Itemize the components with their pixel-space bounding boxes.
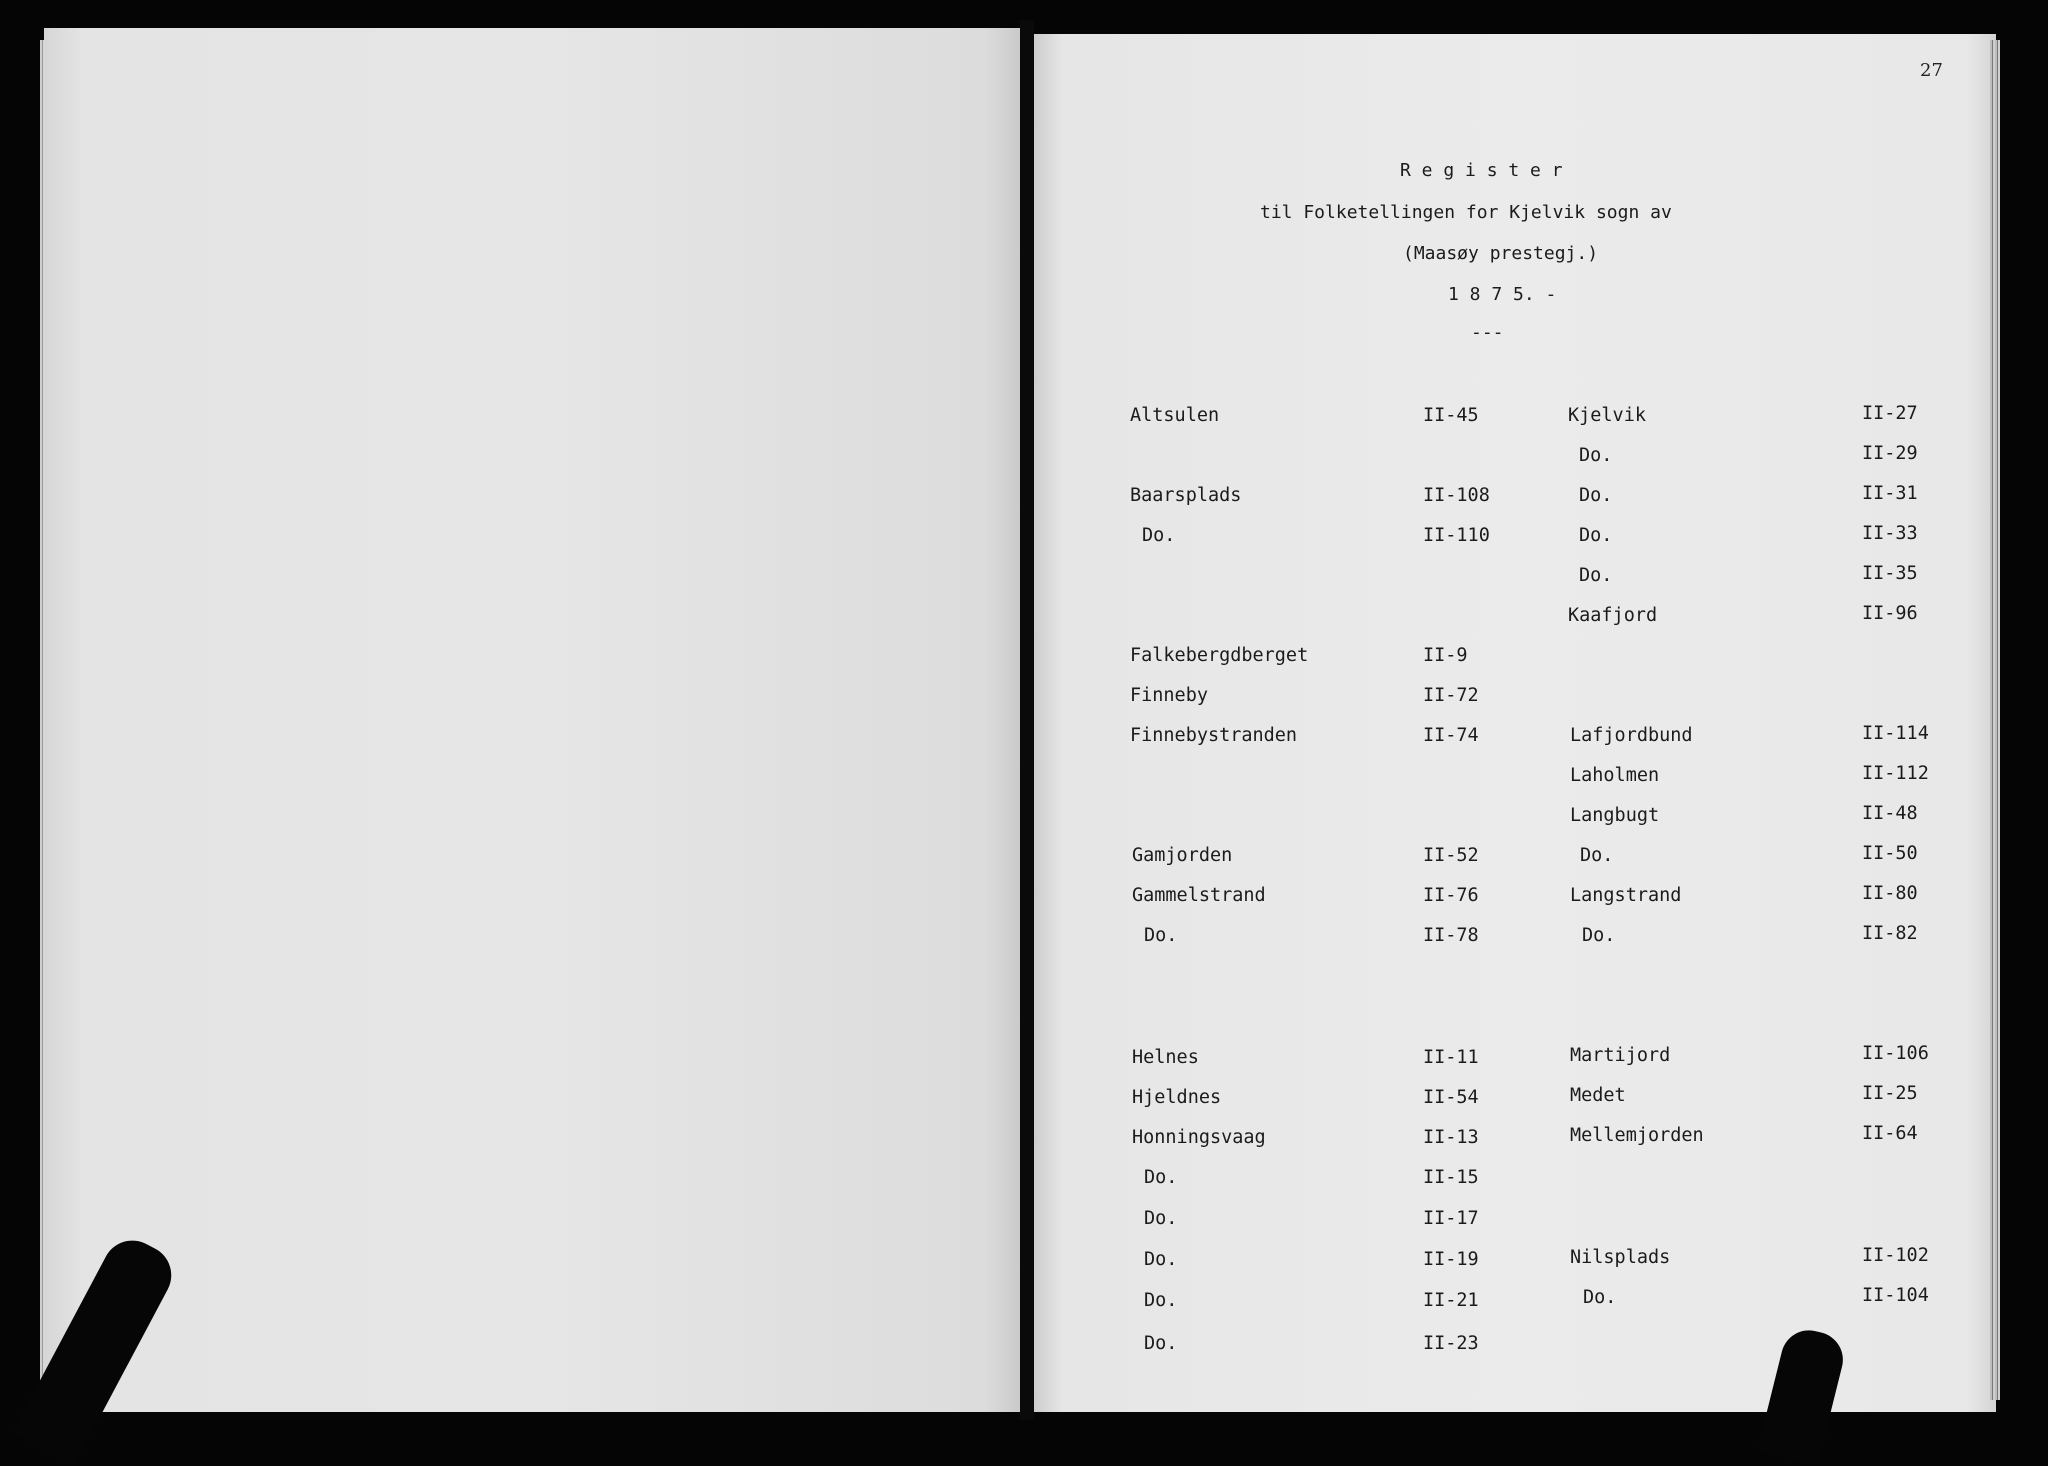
right-page — [1034, 34, 1996, 1412]
right-place-17: Do. — [1583, 1287, 1617, 1308]
left-place-7: Gamjorden — [1132, 845, 1233, 866]
left-page-blank — [44, 28, 1024, 1412]
left-ref-14: II-17 — [1423, 1208, 1479, 1229]
left-ref-16: II-21 — [1423, 1290, 1479, 1311]
left-ref-10: II-11 — [1423, 1047, 1479, 1068]
left-ref-9: II-78 — [1423, 925, 1479, 946]
register-parish: (Maasøy prestegj.) — [1403, 243, 1599, 264]
left-place-6: Finnebystranden — [1130, 725, 1298, 746]
right-place-4: Do. — [1579, 525, 1613, 546]
right-ref-15: II-64 — [1862, 1123, 1918, 1144]
right-ref-3: II-31 — [1862, 483, 1918, 504]
right-ref-16: II-102 — [1862, 1245, 1929, 1266]
left-ref-5: II-72 — [1423, 685, 1479, 706]
right-ref-2: II-29 — [1862, 443, 1918, 464]
right-place-7: Lafjordbund — [1570, 725, 1693, 746]
left-place-3: Do. — [1142, 525, 1176, 546]
right-ref-10: II-50 — [1862, 843, 1918, 864]
right-place-13: Martijord — [1570, 1045, 1671, 1066]
left-ref-17: II-23 — [1423, 1333, 1479, 1354]
right-place-2: Do. — [1579, 445, 1613, 466]
right-ref-5: II-35 — [1862, 563, 1918, 584]
register-subtitle: til Folketellingen for Kjelvik sogn av — [1260, 202, 1672, 223]
left-place-15: Do. — [1144, 1249, 1178, 1270]
register-year: 1 8 7 5. - — [1448, 284, 1557, 305]
right-ref-4: II-33 — [1862, 523, 1918, 544]
left-place-4: Falkebergdberget — [1130, 645, 1309, 666]
right-ref-12: II-82 — [1862, 923, 1918, 944]
left-place-5: Finneby — [1130, 685, 1208, 706]
right-ref-11: II-80 — [1862, 883, 1918, 904]
right-ref-13: II-106 — [1862, 1043, 1929, 1064]
left-ref-6: II-74 — [1423, 725, 1479, 746]
page-number: 27 — [1920, 60, 1943, 81]
register-title: R e g i s t e r — [1400, 160, 1563, 181]
left-ref-1: II-45 — [1423, 405, 1479, 426]
right-ref-7: II-114 — [1862, 723, 1929, 744]
right-place-16: Nilsplads — [1570, 1247, 1671, 1268]
left-place-17: Do. — [1144, 1333, 1178, 1354]
left-place-12: Honningsvaag — [1132, 1127, 1266, 1148]
left-place-14: Do. — [1144, 1208, 1178, 1229]
left-ref-4: II-9 — [1423, 645, 1468, 666]
left-ref-12: II-13 — [1423, 1127, 1479, 1148]
right-ref-6: II-96 — [1862, 603, 1918, 624]
left-place-1: Altsulen — [1130, 405, 1220, 426]
left-ref-8: II-76 — [1423, 885, 1479, 906]
book-gutter — [1020, 20, 1034, 1420]
left-ref-11: II-54 — [1423, 1087, 1479, 1108]
right-ref-17: II-104 — [1862, 1285, 1929, 1306]
left-place-9: Do. — [1144, 925, 1178, 946]
left-ref-15: II-19 — [1423, 1249, 1479, 1270]
left-place-2: Baarsplads — [1130, 485, 1242, 506]
right-place-8: Laholmen — [1570, 765, 1660, 786]
left-place-16: Do. — [1144, 1290, 1178, 1311]
right-place-10: Do. — [1580, 845, 1614, 866]
register-separator: --- — [1471, 322, 1504, 343]
right-place-9: Langbugt — [1570, 805, 1660, 826]
right-ref-1: II-27 — [1862, 403, 1918, 424]
right-place-6: Kaafjord — [1568, 605, 1658, 626]
right-place-11: Langstrand — [1570, 885, 1682, 906]
left-ref-13: II-15 — [1423, 1167, 1479, 1188]
left-place-13: Do. — [1144, 1167, 1178, 1188]
right-ref-9: II-48 — [1862, 803, 1918, 824]
right-place-14: Medet — [1570, 1085, 1626, 1106]
right-place-12: Do. — [1582, 925, 1616, 946]
right-ref-14: II-25 — [1862, 1083, 1918, 1104]
left-place-8: Gammelstrand — [1132, 885, 1266, 906]
left-ref-7: II-52 — [1423, 845, 1479, 866]
right-ref-8: II-112 — [1862, 763, 1929, 784]
left-place-11: Hjeldnes — [1132, 1087, 1222, 1108]
left-ref-3: II-110 — [1423, 525, 1490, 546]
right-place-5: Do. — [1579, 565, 1613, 586]
right-place-3: Do. — [1579, 485, 1613, 506]
right-place-15: Mellemjorden — [1570, 1125, 1704, 1146]
left-place-10: Helnes — [1132, 1047, 1199, 1068]
right-place-1: Kjelvik — [1568, 405, 1646, 426]
right-page-edge — [1990, 40, 2000, 1400]
left-ref-2: II-108 — [1423, 485, 1490, 506]
